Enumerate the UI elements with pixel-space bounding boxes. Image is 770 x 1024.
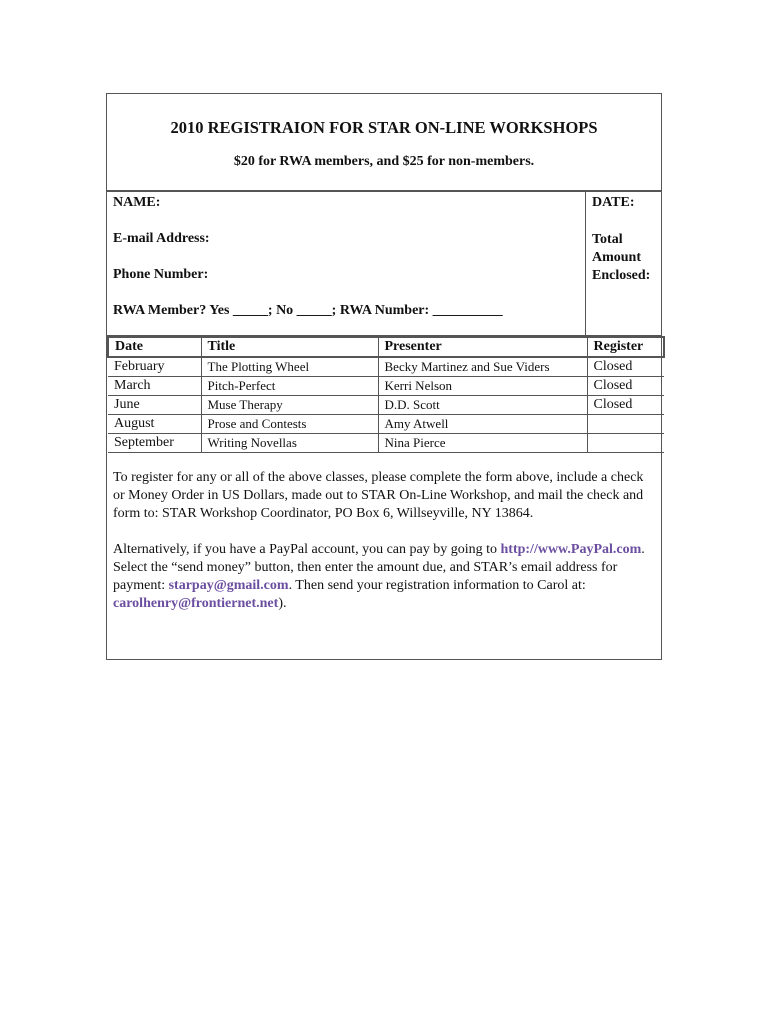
phone-field-label: Phone Number: <box>113 267 209 282</box>
paypal-text-part2: . Select the “send money” button, then enter the amount due, and STAR’s email address for payment: <box>113 542 645 593</box>
workshop-register-status <box>587 415 664 434</box>
column-header-register: Register <box>587 337 664 357</box>
workshop-presenter: Nina Pierce <box>378 434 587 453</box>
total-label-line2: Amount <box>592 250 642 265</box>
paypal-text-part1: Alternatively, if you have a PayPal account, you can pay by going to <box>113 542 501 557</box>
form-header <box>107 94 661 192</box>
workshop-date: March <box>108 377 201 396</box>
registration-instructions <box>107 453 661 613</box>
registration-form <box>106 93 662 660</box>
paypal-text-part4: ). <box>278 596 287 611</box>
table-row <box>108 357 664 377</box>
total-amount-label <box>592 231 661 285</box>
workshop-presenter: Kerri Nelson <box>378 377 587 396</box>
total-label-line3: Enclosed: <box>592 268 651 283</box>
workshop-title: Pitch-Perfect <box>201 377 378 396</box>
name-field-label: NAME: <box>113 195 161 210</box>
column-header-presenter: Presenter <box>378 337 587 357</box>
form-title: 2010 REGISTRAION FOR STAR ON-LINE WORKSHOPS <box>170 118 598 137</box>
date-field-label: DATE: <box>592 195 635 210</box>
payment-fields <box>586 192 661 335</box>
workshop-title: Muse Therapy <box>201 396 378 415</box>
table-row <box>108 434 664 453</box>
table-row <box>108 415 664 434</box>
workshop-register-status <box>587 434 664 453</box>
workshop-title: Prose and Contests <box>201 415 378 434</box>
rwa-member-field-label: RWA Member? Yes _____; No _____; RWA Number: __________ <box>113 303 503 318</box>
table-row <box>108 396 664 415</box>
mail-instructions: To register for any or all of the above classes, please complete the form above, include a check or Money Order in US Dollars, made out to STAR On-Line Workshop, and mail the check and form to: STAR Workshop Coordinator, PO Box 6, Willseyville, NY 13864. <box>113 470 644 521</box>
workshop-register-status: Closed <box>587 357 664 377</box>
workshop-date: August <box>108 415 201 434</box>
paypal-instructions <box>113 541 653 613</box>
workshop-table <box>107 336 665 453</box>
workshop-date: February <box>108 357 201 377</box>
table-row <box>108 377 664 396</box>
workshop-register-status: Closed <box>587 377 664 396</box>
column-header-date: Date <box>108 337 201 357</box>
pricing-line: $20 for RWA members, and $25 for non-members. <box>233 154 535 169</box>
workshop-presenter: Becky Martinez and Sue Viders <box>378 357 587 377</box>
carol-email-link[interactable]: carolhenry@frontiernet.net <box>113 596 279 611</box>
workshop-presenter: Amy Atwell <box>378 415 587 434</box>
workshop-title: Writing Novellas <box>201 434 378 453</box>
registrant-fields <box>107 192 586 335</box>
paypal-text-part3: . Then send your registration information to Carol at: <box>288 578 586 593</box>
workshop-presenter: D.D. Scott <box>378 396 587 415</box>
paypal-link[interactable]: http://www.PayPal.com <box>500 542 642 557</box>
workshop-register-status: Closed <box>587 396 664 415</box>
star-email-link[interactable]: starpay@gmail.com <box>168 578 289 593</box>
workshop-date: June <box>108 396 201 415</box>
total-label-line1: Total <box>592 232 623 247</box>
column-header-title: Title <box>201 337 378 357</box>
email-field-label: E-mail Address: <box>113 231 210 246</box>
workshop-title: The Plotting Wheel <box>201 357 378 377</box>
table-header-row <box>108 337 664 357</box>
registrant-info-section <box>107 192 661 336</box>
workshop-date: September <box>108 434 201 453</box>
